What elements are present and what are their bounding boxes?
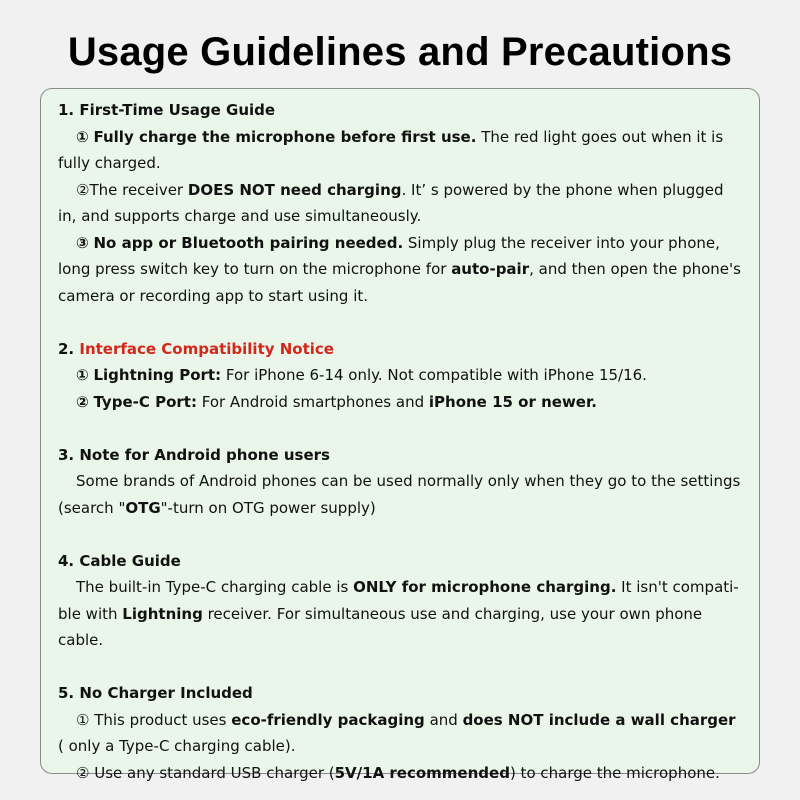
section-heading: 1. First-Time Usage Guide	[58, 101, 276, 119]
item-number: ②	[76, 392, 89, 411]
section-cable-guide	[58, 548, 741, 654]
bold-text: ONLY for microphone charging.	[353, 578, 617, 596]
bold-text: does NOT include a wall charger	[462, 710, 736, 729]
bold-text: Lightning Port:	[93, 366, 222, 384]
list-item	[58, 230, 741, 310]
bold-text: Type-C Port:	[93, 392, 197, 411]
item-text: Some brands of Android phones can be used normally only when they go to the settings (search "	[58, 472, 741, 517]
item-number: ②	[76, 763, 90, 782]
section-no-charger	[58, 680, 741, 786]
bold-text: eco-friendly packaging	[231, 710, 425, 729]
item-text: receiver. For simultaneous use and charging, use your own phone cable.	[58, 604, 703, 649]
bold-text: 5V/1A recommended	[334, 763, 510, 782]
item-text: ( only a Type-C charging cable).	[58, 737, 296, 755]
list-item	[58, 124, 741, 177]
item-text: It isn't compati-ble with	[58, 578, 739, 623]
section-heading: 4. Cable Guide	[58, 551, 181, 570]
list-item	[58, 760, 741, 787]
section-heading-red: Interface Compatibility Notice	[79, 339, 334, 358]
section-heading: 5. No Charger Included	[58, 684, 253, 702]
bold-text: OTG	[125, 498, 161, 517]
item-text: This product uses	[89, 710, 232, 729]
list-item	[58, 707, 741, 760]
section-interface-compatibility	[58, 336, 741, 416]
paragraph	[58, 574, 741, 654]
bold-text: Lightning	[122, 604, 203, 623]
guidelines-panel	[40, 88, 760, 782]
item-text: For iPhone 6-14 only. Not compatible with iPhone 15/16.	[221, 366, 647, 384]
item-number: ③	[76, 233, 89, 252]
bold-text: DOES NOT need charging	[187, 180, 402, 199]
bold-text: auto-pair	[451, 260, 530, 278]
item-number: ①	[76, 127, 89, 146]
list-item	[58, 389, 741, 416]
item-text: The receiver	[89, 180, 188, 199]
item-text: For Android smartphones and	[196, 392, 429, 411]
item-text: The red light goes out when it is fully charged.	[58, 127, 724, 172]
item-number: ②	[76, 180, 90, 199]
item-text: , and then open the phone's camera or recording app to start using it.	[58, 260, 741, 305]
section-number: 2.	[58, 339, 80, 358]
list-item	[58, 177, 741, 230]
item-number: ①	[76, 366, 89, 384]
section-first-time-usage	[58, 97, 741, 309]
bold-text: iPhone 15 or newer.	[428, 392, 597, 411]
section-android-note	[58, 442, 741, 522]
item-text: The built-in Type-C charging cable is	[76, 578, 354, 596]
list-item	[58, 362, 741, 389]
bold-text: Fully charge the microphone before first use.	[93, 127, 477, 146]
section-heading	[58, 336, 741, 363]
page-title: Usage Guidelines and Precautions	[67, 30, 733, 74]
item-text: Use any standard USB charger (	[89, 763, 335, 782]
item-text: Simply plug the receiver into your phone, long press switch key to turn on the microphone for	[58, 233, 720, 278]
item-text: . It’ s powered by the phone when plugged in, and supports charge and use simultaneously.	[58, 180, 724, 225]
item-number: ①	[76, 710, 90, 729]
section-heading: 3. Note for Android phone users	[58, 445, 330, 464]
item-text: "-turn on OTG power supply)	[160, 498, 376, 517]
item-text: and	[424, 710, 463, 729]
paragraph	[58, 468, 741, 521]
item-text: ) to charge the microphone.	[509, 763, 720, 782]
bold-text: No app or Bluetooth pairing needed.	[93, 233, 404, 252]
